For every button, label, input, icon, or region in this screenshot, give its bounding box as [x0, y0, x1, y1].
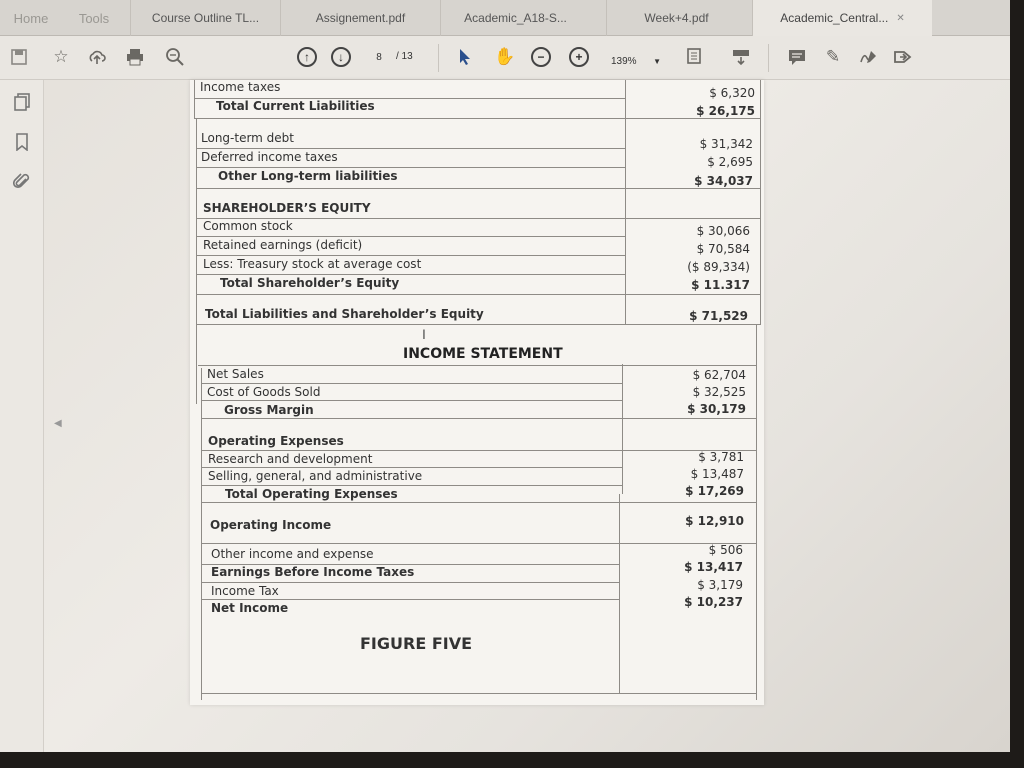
column-divider: [622, 364, 623, 494]
line-amount: $ 17,269: [685, 484, 744, 498]
bookmark-icon[interactable]: [10, 130, 34, 154]
line-amount: $ 26,175: [696, 104, 755, 118]
line-label: Earnings Before Income Taxes: [211, 565, 415, 579]
monitor-bezel: [0, 752, 1024, 768]
line-label: Total Liabilities and Shareholder’s Equity: [205, 307, 484, 321]
line-amount: $ 31,342: [699, 137, 753, 151]
line-amount: $ 30,066: [696, 224, 750, 238]
line-label: Other income and expense: [211, 547, 374, 561]
attachment-icon[interactable]: [10, 170, 34, 194]
page-total: / 13: [396, 51, 413, 62]
line-label: Operating Expenses: [208, 434, 344, 448]
table-border: [194, 80, 195, 118]
row-divider: [196, 255, 625, 256]
line-label: Selling, general, and administrative: [208, 469, 423, 483]
tab-label: Academic_Central...: [780, 11, 889, 25]
zoom-out-button[interactable]: [528, 44, 554, 70]
text-cursor-icon: I: [422, 326, 426, 342]
share-icon[interactable]: [890, 44, 916, 70]
line-amount: $ 34,037: [694, 174, 753, 188]
line-amount: $ 62,704: [692, 368, 746, 382]
tab-tools-label: Tools: [78, 10, 110, 26]
tab-label: Week+4.pdf: [644, 11, 709, 25]
sign-icon[interactable]: [856, 44, 882, 70]
row-divider: [201, 502, 757, 503]
star-icon[interactable]: ☆: [53, 47, 69, 66]
row-divider: [201, 383, 622, 384]
next-page-button[interactable]: [328, 44, 354, 70]
tab-tools[interactable]: [62, 0, 126, 36]
chevron-down-icon: ▼: [653, 56, 661, 66]
tab-bar: [0, 0, 1010, 36]
table-border: [760, 80, 761, 324]
zoom-in-button[interactable]: [566, 44, 592, 70]
line-label: Deferred income taxes: [201, 150, 338, 164]
figure-caption: FIGURE FIVE: [360, 634, 473, 653]
zoom-select[interactable]: [605, 50, 667, 72]
line-label: Long-term debt: [201, 131, 295, 145]
line-label: Net Sales: [207, 367, 264, 381]
row-divider: [198, 365, 757, 366]
monitor-bezel: [1010, 0, 1024, 768]
row-divider: [196, 167, 625, 168]
table-border: [196, 118, 197, 404]
line-label: Income taxes: [200, 80, 281, 94]
row-divider: [201, 467, 622, 468]
page-thumbnails-icon[interactable]: [10, 90, 34, 114]
line-amount: $ 13,417: [684, 560, 743, 574]
tab-week4[interactable]: [606, 0, 746, 36]
row-divider: [201, 400, 622, 401]
column-divider: [619, 494, 620, 694]
line-amount: $ 32,525: [692, 385, 746, 399]
row-divider: [196, 188, 761, 189]
upload-cloud-icon[interactable]: [84, 44, 110, 70]
arrow-down-icon: ↓: [331, 47, 351, 67]
table-border: [201, 693, 757, 694]
comment-icon[interactable]: [784, 44, 810, 70]
line-amount: $ 71,529: [689, 309, 748, 323]
keyboard-scroll-icon[interactable]: [728, 44, 754, 70]
line-label: Net Income: [211, 601, 289, 615]
toolbar-divider: [438, 44, 439, 72]
tab-course-outline[interactable]: [130, 0, 280, 36]
tab-home-label: Home: [13, 10, 49, 26]
income-statement-heading: INCOME STATEMENT: [403, 346, 563, 362]
table-border: [756, 324, 757, 700]
row-divider: [201, 582, 619, 583]
tab-academic-a18[interactable]: [440, 0, 590, 36]
line-label: Gross Margin: [224, 403, 314, 417]
line-amount: $ 13,487: [690, 467, 744, 481]
row-divider: [196, 324, 761, 325]
line-label: Total Operating Expenses: [225, 487, 398, 501]
page-number-input[interactable]: 8: [376, 51, 382, 63]
line-label: Operating Income: [210, 518, 332, 532]
print-icon[interactable]: [122, 44, 148, 70]
line-label: Less: Treasury stock at average cost: [203, 257, 422, 271]
line-amount: $ 506: [708, 543, 743, 557]
row-divider: [196, 236, 625, 237]
line-amount: $ 3,179: [697, 578, 743, 592]
close-icon[interactable]: ✕: [896, 12, 905, 24]
row-divider: [196, 274, 625, 275]
row-divider: [201, 485, 622, 486]
pen-icon[interactable]: ✎: [825, 47, 841, 66]
save-icon[interactable]: [6, 44, 32, 70]
hand-tool-icon[interactable]: ✋: [494, 47, 516, 66]
line-label: Other Long-term liabilities: [218, 169, 398, 183]
zoom-search-icon[interactable]: [162, 44, 188, 70]
row-divider: [196, 294, 761, 295]
tab-home[interactable]: [0, 0, 62, 36]
line-amount: $ 11.317: [691, 278, 750, 292]
line-amount: $ 70,584: [696, 242, 750, 256]
pdf-page: [190, 80, 764, 705]
line-amount: ($ 89,334): [687, 260, 750, 274]
plus-icon: +: [569, 47, 589, 67]
line-amount: $ 10,237: [684, 595, 743, 609]
line-label: Retained earnings (deficit): [203, 238, 363, 252]
line-amount: $ 3,781: [698, 450, 744, 464]
line-label: Research and development: [208, 452, 373, 466]
line-amount: $ 2,695: [707, 155, 753, 169]
row-divider: [201, 418, 757, 419]
tab-label: Assignement.pdf: [315, 11, 406, 25]
tab-assignement[interactable]: [280, 0, 440, 36]
line-label: Cost of Goods Sold: [207, 385, 321, 399]
previous-page-button[interactable]: [294, 44, 320, 70]
line-label: Common stock: [203, 219, 293, 233]
arrow-up-icon: ↑: [297, 47, 317, 67]
row-divider: [201, 599, 619, 600]
collapse-panel-icon[interactable]: ◀: [54, 418, 62, 429]
row-divider: [194, 118, 761, 119]
line-amount: $ 12,910: [685, 514, 744, 528]
row-divider: [196, 148, 625, 149]
fit-page-icon[interactable]: [684, 44, 710, 70]
section-heading: SHAREHOLDER’S EQUITY: [203, 201, 371, 215]
line-label: Income Tax: [211, 584, 279, 598]
zoom-value: 139%: [611, 55, 637, 67]
tab-label: Academic_A18-S...: [464, 11, 567, 25]
tab-academic-central[interactable]: [752, 0, 932, 36]
tab-label: Course Outline TL...: [151, 11, 260, 25]
select-cursor-icon[interactable]: [452, 44, 478, 70]
line-label: Total Current Liabilities: [216, 99, 375, 113]
toolbar-divider: [768, 44, 769, 72]
line-amount: $ 6,320: [709, 86, 755, 100]
column-divider: [625, 80, 626, 324]
line-label: Total Shareholder’s Equity: [220, 276, 400, 290]
line-amount: $ 30,179: [687, 402, 746, 416]
minus-icon: −: [531, 47, 551, 67]
